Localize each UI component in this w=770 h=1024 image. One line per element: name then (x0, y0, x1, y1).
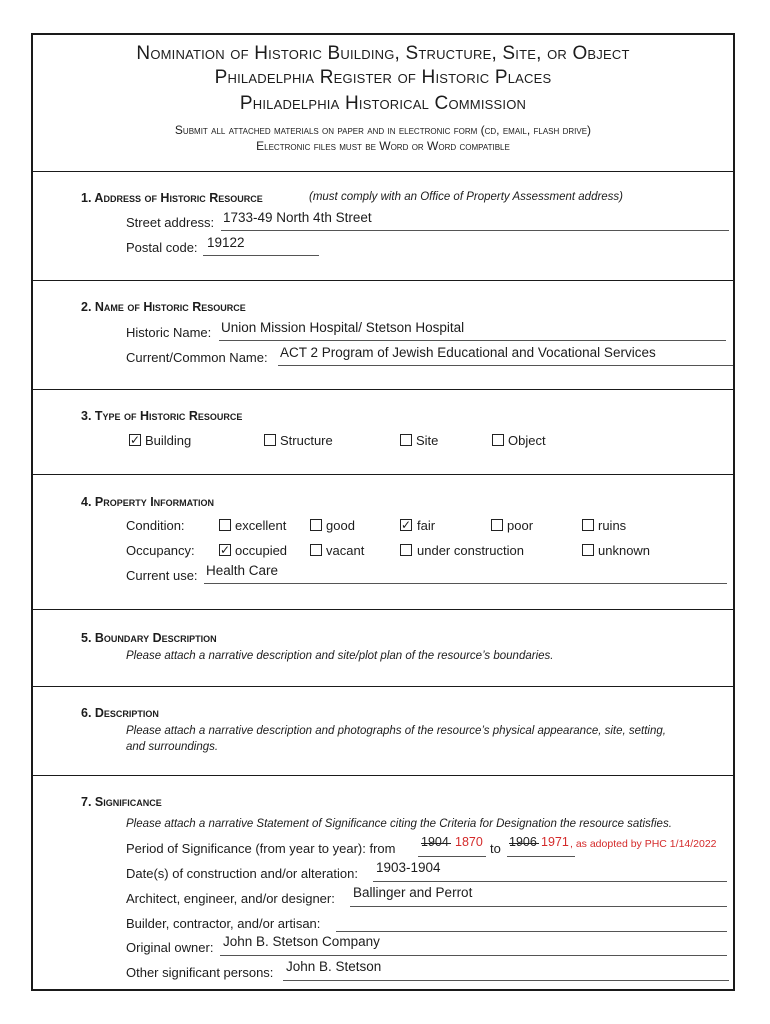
section-divider (33, 686, 733, 687)
significant-persons-label: Other significant persons: (126, 965, 274, 980)
street-address-line (221, 230, 729, 231)
current-use-field[interactable]: Health Care (206, 563, 279, 578)
period-to-old: 1906 (509, 835, 537, 849)
object-label: Object (508, 433, 546, 448)
historic-name-label: Historic Name: (126, 325, 212, 340)
current-use-label: Current use: (126, 568, 198, 583)
period-to-new[interactable]: 1971 (541, 835, 569, 849)
section4-heading: 4. Property Information (81, 495, 215, 509)
section5-note: Please attach a narrative description and site/plot plan of the resource’s boundaries. (126, 650, 554, 662)
site-checkbox[interactable] (400, 434, 412, 446)
street-address-field[interactable]: 1733-49 North 4th Street (223, 210, 372, 225)
condition-excellent-checkbox[interactable] (219, 519, 231, 531)
common-name-line (278, 365, 733, 366)
original-owner-line (220, 955, 727, 956)
condition-excellent-label: excellent (235, 518, 287, 533)
occupancy-occupied-label: occupied (235, 543, 288, 558)
street-address-label: Street address: (126, 215, 215, 230)
section7-note: Please attach a narrative Statement of Significance citing the Criteria for Designation the resource satisfies. (126, 818, 672, 830)
section-divider (33, 389, 733, 390)
period-to-label: to (490, 841, 501, 856)
postal-code-line (203, 255, 319, 256)
condition-fair-label: fair (417, 518, 436, 533)
significant-persons-field[interactable]: John B. Stetson (286, 959, 382, 974)
condition-good-label: good (326, 518, 355, 533)
submit-note: Submit all attached materials on paper and in electronic form (cd, email, flash drive) (174, 123, 592, 137)
occupancy-label: Occupancy: (126, 543, 195, 558)
historic-name-field[interactable]: Union Mission Hospital/ Stetson Hospital (221, 320, 465, 335)
form-title-line3: Philadelphia Historical Commission (239, 93, 527, 114)
architect-line (350, 906, 727, 907)
condition-label: Condition: (126, 518, 185, 533)
occupancy-unknown-label: unknown (598, 543, 651, 558)
section-divider (33, 171, 733, 172)
condition-ruins-checkbox[interactable] (582, 519, 594, 531)
construction-dates-line (373, 881, 727, 882)
period-from-new[interactable]: 1870 (455, 835, 483, 849)
section2-heading: 2. Name of Historic Resource (81, 300, 246, 314)
construction-dates-field[interactable]: 1903-1904 (376, 860, 441, 875)
form-title-line1: Nomination of Historic Building, Structure, Site, or Object (136, 43, 630, 64)
section-divider (33, 474, 733, 475)
period-from-old: 1904 (421, 835, 449, 849)
structure-label: Structure (280, 433, 333, 448)
current-use-line (204, 583, 727, 584)
section5-heading: 5. Boundary Description (81, 631, 217, 645)
common-name-label: Current/Common Name: (126, 350, 268, 365)
section7-heading: 7. Significance (81, 795, 162, 809)
occupancy-unknown-checkbox[interactable] (582, 544, 594, 556)
section6-heading: 6. Description (81, 706, 159, 720)
condition-poor-label: poor (507, 518, 534, 533)
postal-code-field[interactable]: 19122 (207, 235, 245, 250)
postal-code-label: Postal code: (126, 240, 198, 255)
site-label: Site (416, 433, 439, 448)
period-amendment-note: , as adopted by PHC 1/14/2022 (570, 838, 717, 850)
occupancy-vacant-checkbox[interactable] (310, 544, 322, 556)
object-checkbox[interactable] (492, 434, 504, 446)
occupancy-vacant-label: vacant (326, 543, 365, 558)
original-owner-label: Original owner: (126, 940, 214, 955)
builder-line (336, 931, 727, 932)
section-divider (33, 775, 733, 776)
file-format-note: Electronic files must be Word or Word compatible (256, 139, 510, 153)
occupancy-under-construction-checkbox[interactable] (400, 544, 412, 556)
form-title-line2: Philadelphia Register of Historic Places (214, 67, 552, 88)
period-label: Period of Significance (from year to year): from (126, 841, 396, 856)
common-name-field[interactable]: ACT 2 Program of Jewish Educational and Vocational Services (280, 345, 656, 360)
section-divider (33, 609, 733, 610)
significant-persons-line (283, 980, 729, 981)
nomination-form (31, 33, 735, 991)
period-from-line (418, 856, 486, 857)
period-to-strikethrough (509, 843, 539, 844)
architect-label: Architect, engineer, and/or designer: (126, 891, 335, 906)
period-to-line (507, 856, 575, 857)
original-owner-field[interactable]: John B. Stetson Company (223, 934, 380, 949)
section-divider (33, 280, 733, 281)
condition-fair-checkbox[interactable]: ✓ (401, 518, 412, 532)
builder-label: Builder, contractor, and/or artisan: (126, 916, 321, 931)
section6-note-line2: and surroundings. (126, 741, 219, 753)
building-label: Building (145, 433, 192, 448)
structure-checkbox[interactable] (264, 434, 276, 446)
period-from-strikethrough (421, 843, 451, 844)
condition-good-checkbox[interactable] (310, 519, 322, 531)
section1-heading: 1. Address of Historic Resource (81, 191, 263, 205)
historic-name-line (219, 340, 726, 341)
section6-note-line1: Please attach a narrative description and photographs of the resource’s physical appearance, site, setting, (126, 725, 666, 737)
condition-ruins-label: ruins (598, 518, 627, 533)
section3-heading: 3. Type of Historic Resource (81, 409, 243, 423)
occupancy-occupied-checkbox[interactable]: ✓ (220, 543, 231, 557)
architect-field[interactable]: Ballinger and Perrot (353, 885, 473, 900)
condition-poor-checkbox[interactable] (491, 519, 503, 531)
building-checkbox[interactable]: ✓ (130, 433, 141, 447)
occupancy-under-construction-label: under construction (417, 543, 524, 558)
section1-note: (must comply with an Office of Property Assessment address) (309, 191, 624, 203)
construction-dates-label: Date(s) of construction and/or alteration: (126, 866, 358, 881)
